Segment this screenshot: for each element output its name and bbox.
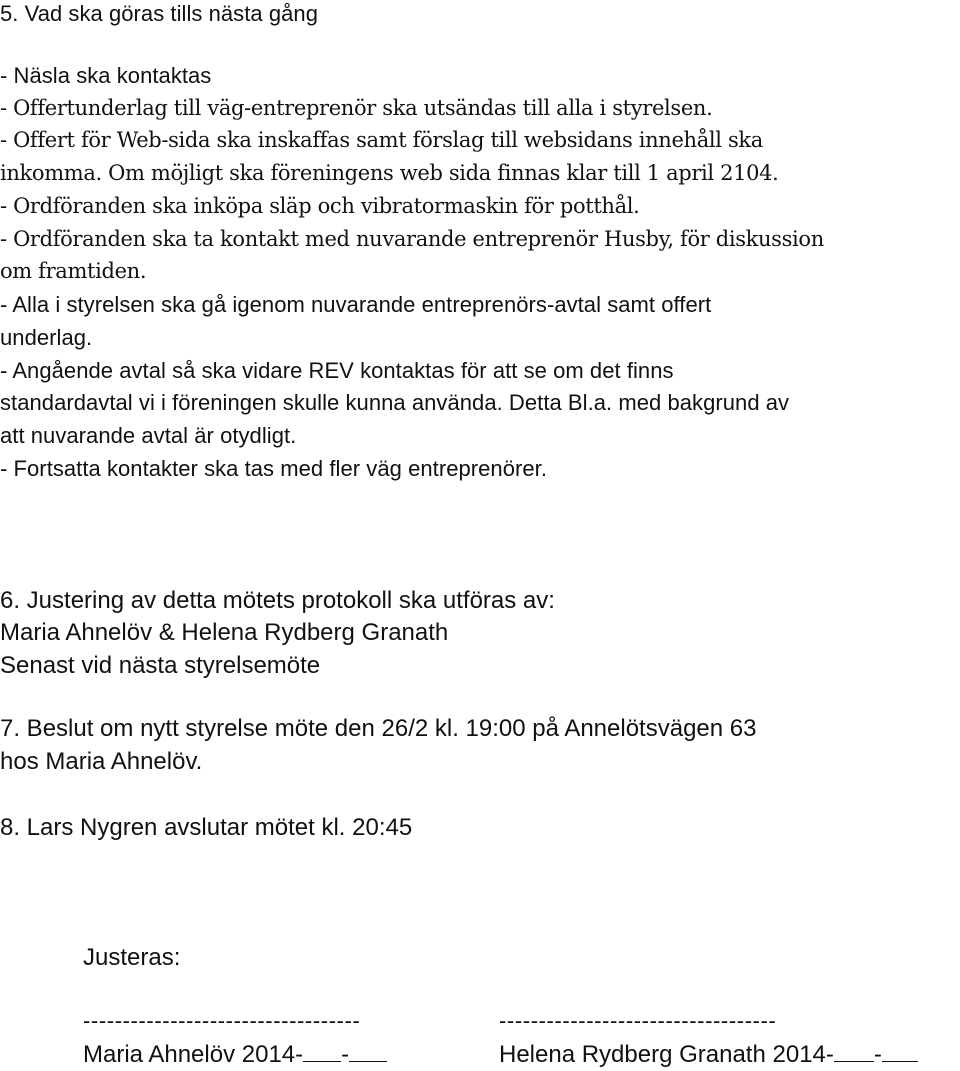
signature-line-right: -----------------------------------	[499, 1008, 777, 1033]
date-blank-day	[349, 1043, 387, 1062]
section-5-line: - Offertunderlag till väg-entreprenör ska utsändas till alla i styrelsen.	[0, 96, 713, 120]
section-5-line: - Fortsatta kontakter ska tas med fler väg entreprenörer.	[0, 456, 547, 481]
section-6-deadline: Senast vid nästa styrelsemöte	[0, 652, 321, 679]
section-5-line: - Angående avtal så ska vidare REV kontaktas för att se om det finns	[0, 358, 674, 383]
section-6-heading: 6. Justering av detta mötets protokoll ska utföras av:	[0, 587, 555, 614]
date-blank-month	[303, 1043, 341, 1062]
date-separator: -	[873, 1041, 882, 1068]
section-5-line: inkomma. Om möjligt ska föreningens web sida finnas klar till 1 april 2104.	[0, 161, 779, 185]
section-5-heading: 5. Vad ska göras tills nästa gång	[0, 1, 318, 26]
section-6-names: Maria Ahnelöv & Helena Rydberg Granath	[0, 619, 449, 646]
section-8-line: 8. Lars Nygren avslutar mötet kl. 20:45	[0, 814, 413, 841]
section-5-line: - Ordföranden ska inköpa släp och vibratormaskin för potthål.	[0, 194, 640, 218]
date-separator: -	[341, 1041, 350, 1068]
date-blank-day	[882, 1043, 918, 1062]
section-5-line: - Ordföranden ska ta kontakt med nuvarande entreprenör Husby, för diskussion	[0, 227, 824, 251]
section-5-line: om framtiden.	[0, 259, 147, 283]
section-5-line: underlag.	[0, 325, 93, 350]
date-blank-month	[834, 1043, 874, 1062]
signature-right-name: Helena Rydberg Granath 2014-	[499, 1041, 834, 1068]
section-7-line: 7. Beslut om nytt styrelse möte den 26/2 kl. 19:00 på Annelötsvägen 63	[0, 715, 757, 742]
signature-left	[83, 1043, 387, 1067]
justeras-label: Justeras:	[83, 944, 181, 971]
section-5-line: - Näsla ska kontaktas	[0, 63, 212, 88]
section-5-line: att nuvarande avtal är otydligt.	[0, 423, 297, 448]
section-5-line: - Offert för Web-sida ska inskaffas samt förslag till websidans innehåll ska	[0, 128, 763, 152]
section-5-line: - Alla i styrelsen ska gå igenom nuvarande entreprenörs-avtal samt offert	[0, 292, 712, 317]
signature-line-left: -----------------------------------	[83, 1008, 361, 1033]
signature-left-name: Maria Ahnelöv 2014-	[83, 1041, 304, 1068]
section-7-line: hos Maria Ahnelöv.	[0, 748, 203, 775]
section-5-line: standardavtal vi i föreningen skulle kunna använda. Detta Bl.a. med bakgrund av	[0, 390, 790, 415]
signature-right	[499, 1043, 918, 1067]
